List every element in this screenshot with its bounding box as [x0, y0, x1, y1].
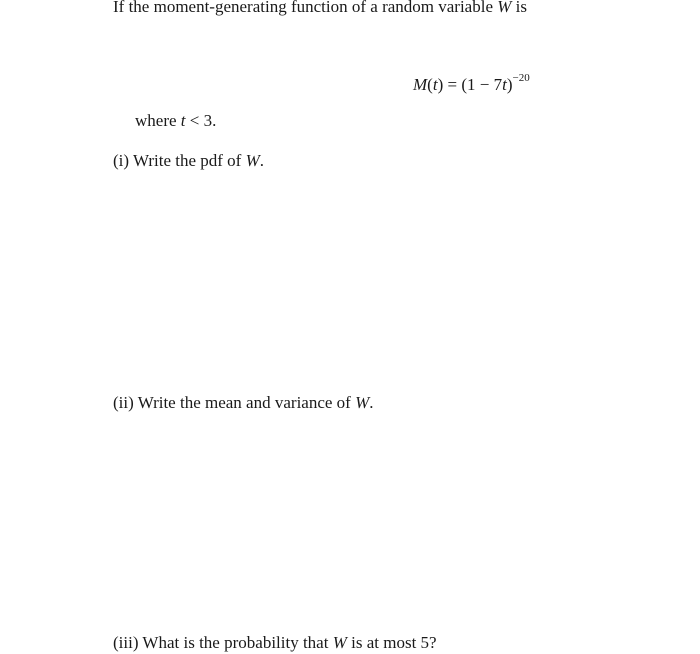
question-3-end: is at most 5? — [346, 633, 437, 652]
formula-lhs-close: ) — [437, 75, 444, 94]
question-2-label: (ii) Write the mean and variance of — [113, 393, 356, 412]
question-2-end: . — [369, 393, 374, 412]
formula-rhs-var: t — [502, 75, 507, 94]
problem-intro — [113, 0, 527, 15]
domain-condition — [135, 112, 216, 129]
question-3-variable: W — [332, 633, 347, 652]
question-3 — [113, 634, 437, 651]
mgf-formula — [413, 72, 530, 94]
condition-variable: t — [180, 111, 186, 130]
condition-text-end: < 3. — [185, 111, 217, 130]
formula-lhs-open: ( — [427, 75, 433, 94]
question-1-label: (i) Write the pdf of — [113, 151, 246, 170]
condition-text: where — [135, 111, 181, 130]
question-3-label: (iii) What is the probability that — [113, 633, 333, 652]
formula-rhs: = (1 − 7 — [443, 75, 503, 94]
question-2-variable: W — [355, 393, 370, 412]
question-2 — [113, 394, 374, 411]
question-1-end: . — [259, 151, 265, 170]
question-1-variable: W — [245, 151, 260, 170]
question-1 — [113, 152, 264, 169]
formula-rhs-close: ) — [506, 75, 513, 94]
formula-exponent: −20 — [512, 72, 530, 85]
intro-variable: W — [497, 0, 512, 16]
intro-text-end: is — [511, 0, 528, 16]
formula-lhs-func: M — [413, 75, 428, 94]
formula-lhs-arg: t — [432, 75, 438, 94]
intro-text: If the moment-generating function of a random variable — [113, 0, 498, 16]
